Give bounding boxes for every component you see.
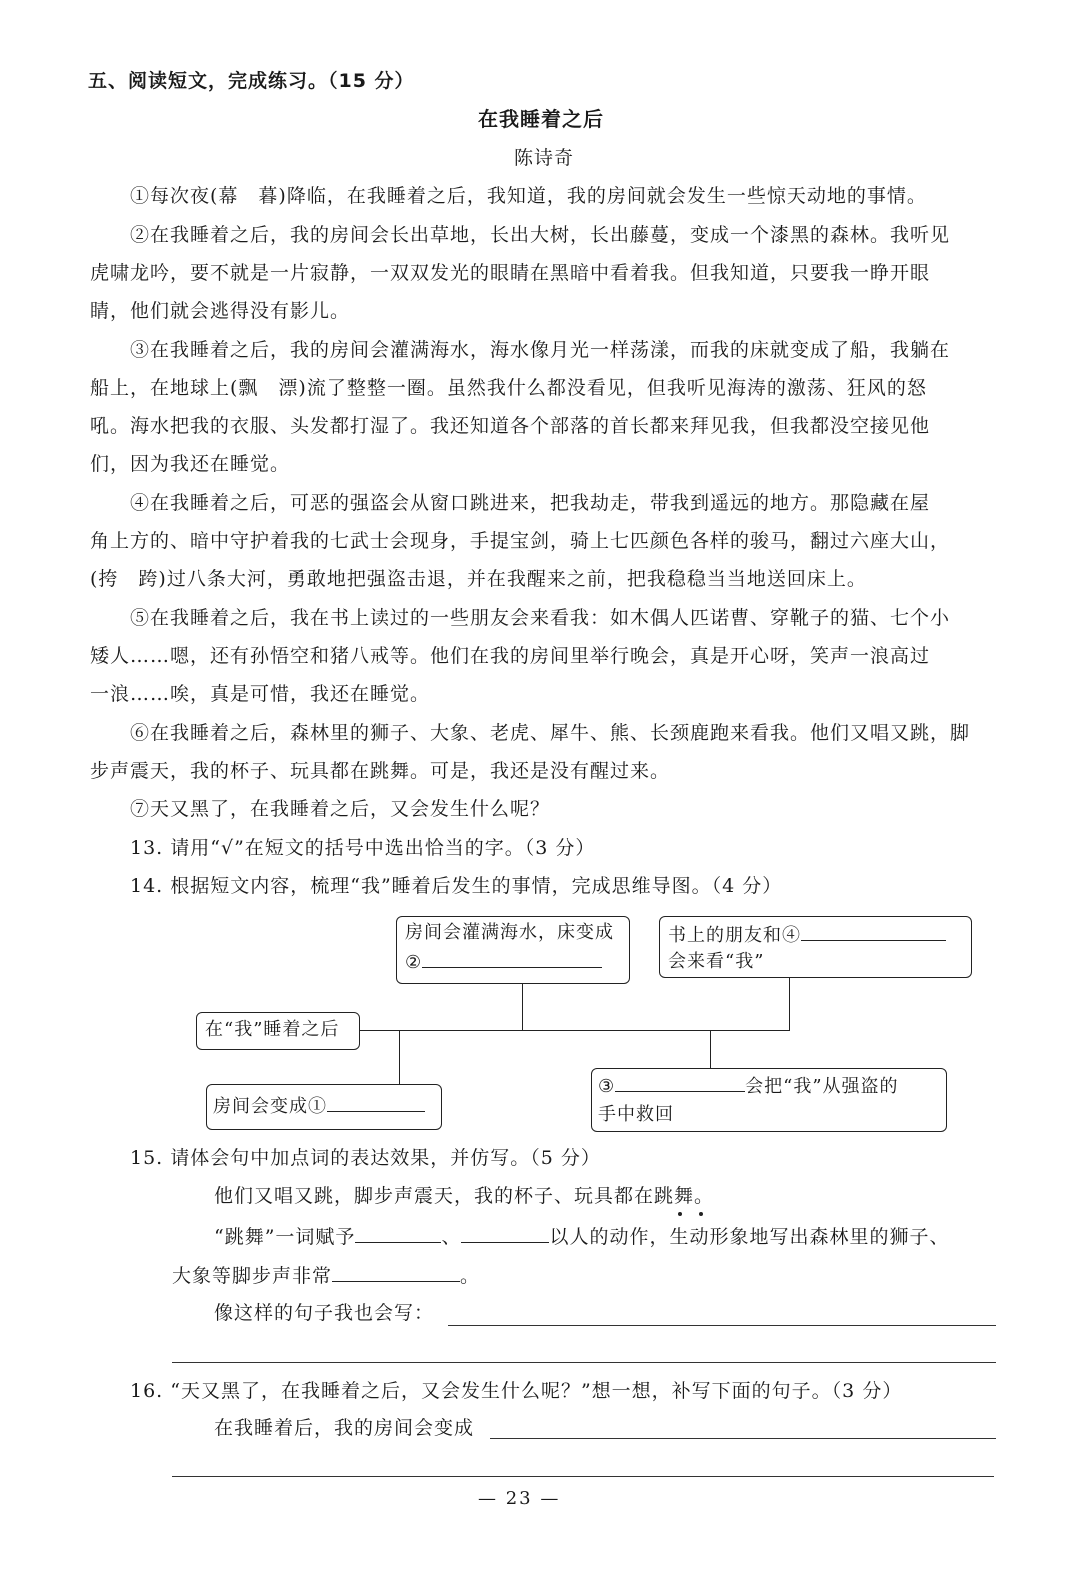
- article-line: ⑤在我睡着之后，我在书上读过的一些朋友会来看我：如木偶人匹诺曹、穿靴子的猫、七个小: [130, 607, 951, 629]
- question-16: 16. “天又黑了，在我睡着之后，又会发生什么呢？”想一想，补写下面的句子。（3 分）: [130, 1380, 903, 1402]
- question-14: 14. 根据短文内容，梳理“我”睡着后发生的事情，完成思维导图。（4 分）: [130, 875, 783, 897]
- writing-line[interactable]: [172, 1362, 996, 1363]
- answer-blank-q15-c[interactable]: [332, 1261, 460, 1282]
- q15-fill-text: 以人的动作，生动形象地写出森林里的狮子、: [549, 1226, 950, 1248]
- question-15: 15. 请体会句中加点词的表达效果，并仿写。（5 分）: [130, 1147, 601, 1169]
- blank-number: ③: [598, 1076, 616, 1097]
- mindmap-box-sea-blank-row: [405, 947, 621, 977]
- answer-blank-4[interactable]: [801, 920, 946, 941]
- q15-fill-row-2: [172, 1261, 480, 1289]
- q15-fill-row: [214, 1222, 949, 1250]
- mindmap-box-friends-text: 书上的朋友和④: [668, 925, 801, 946]
- mindmap-box-friends-line2: 会来看“我”: [668, 951, 765, 972]
- writing-line[interactable]: [448, 1325, 996, 1326]
- article-line: ⑦天又黑了，在我睡着之后，又会发生什么呢？: [130, 798, 551, 820]
- mindmap-connector: [399, 1030, 400, 1084]
- q15-fill-text: “跳舞”一词赋予: [214, 1226, 356, 1248]
- writing-line[interactable]: [490, 1438, 996, 1439]
- article-line: 们，因为我还在睡觉。: [90, 453, 291, 475]
- q15-fill-text: 大象等脚步声非常: [172, 1265, 333, 1287]
- article-author: 陈诗奇: [514, 147, 575, 169]
- mindmap-box-rescue-line2: 手中救回: [598, 1104, 674, 1125]
- answer-blank-q15-b[interactable]: [461, 1222, 549, 1243]
- mindmap-box-room-text: 房间会变成①: [213, 1096, 327, 1117]
- article-line: ③在我睡着之后，我的房间会灌满海水，海水像月光一样荡漾，而我的床就变成了船，我躺在: [130, 339, 951, 361]
- emphasis-dot: [699, 1212, 703, 1216]
- answer-blank-q15-a[interactable]: [355, 1222, 441, 1243]
- section-heading: 五、阅读短文，完成练习。（15 分）: [88, 70, 415, 92]
- article-line: 船上，在地球上(飘 漂)流了整整一圈。虽然我什么都没看见，但我听见海涛的激荡、狂风的怒: [90, 377, 927, 399]
- mindmap-box-rescue-text: 会把“我”从强盗的: [745, 1076, 899, 1097]
- article-line: ②在我睡着之后，我的房间会长出草地，长出大树，长出藤蔓，变成一个漆黑的森林。我听见: [130, 224, 951, 246]
- mindmap-box-sea: [396, 916, 630, 984]
- mindmap-connector: [522, 984, 523, 1030]
- article-line: 矮人……嗯，还有孙悟空和猪八戒等。他们在我的房间里举行晚会，真是开心呀，笑声一浪高过: [90, 645, 931, 667]
- article-line: ⑥在我睡着之后，森林里的狮子、大象、老虎、犀牛、熊、长颈鹿跑来看我。他们又唱又跳，脚: [130, 722, 971, 744]
- mindmap-connector: [789, 978, 790, 1030]
- article-line: 一浪……唉，真是可惜，我还在睡觉。: [90, 683, 431, 705]
- emphasis-dot: [678, 1212, 682, 1216]
- article-title: 在我睡着之后: [478, 107, 604, 131]
- article-line: ①每次夜(幕 暮)降临，在我睡着之后，我知道，我的房间就会发生一些惊天动地的事情。: [130, 185, 927, 207]
- mindmap-connector: [710, 1030, 711, 1068]
- q15-imitate-prompt: 像这样的句子我也会写：: [214, 1302, 435, 1324]
- article-line: (挎 跨)过八条大河，勇敢地把强盗击退，并在我醒来之前，把我稳稳当当地送回床上。: [90, 568, 867, 590]
- article-line: 角上方的、暗中守护着我的七武士会现身，手提宝剑，骑上七匹颜色各样的骏马，翻过六座大山，: [90, 530, 951, 552]
- q15-sentence: 他们又唱又跳，脚步声震天，我的杯子、玩具都在跳舞。: [214, 1185, 715, 1207]
- answer-blank-1[interactable]: [327, 1091, 425, 1112]
- answer-blank-2[interactable]: [422, 947, 602, 968]
- mindmap-box-friends-row: [668, 920, 963, 949]
- mindmap-center-text: 在“我”睡着之后: [205, 1019, 340, 1040]
- mindmap-box-rescue-row: [598, 1071, 940, 1101]
- q16-prompt: 在我睡着后，我的房间会变成: [214, 1417, 475, 1439]
- article-line: 吼。海水把我的衣服、头发都打湿了。我还知道各个部落的首长都来拜见我，但我都没空接见他: [90, 415, 931, 437]
- mindmap-box-friends: [659, 916, 972, 978]
- article-line: 步声震天，我的杯子、玩具都在跳舞。可是，我还是没有醒过来。: [90, 760, 671, 782]
- blank-number: ②: [405, 952, 423, 973]
- mindmap-connector: [360, 1030, 790, 1031]
- question-13: 13. 请用“√”在短文的括号中选出恰当的字。（3 分）: [130, 837, 596, 859]
- article-line: 虎啸龙吟，要不就是一片寂静，一双双发光的眼睛在黑暗中看着我。但我知道，只要我一睁开眼: [90, 262, 931, 284]
- answer-blank-3[interactable]: [615, 1071, 745, 1092]
- article-line: ④在我睡着之后，可恶的强盗会从窗口跳进来，把我劫走，带我到遥远的地方。那隐藏在屋: [130, 492, 931, 514]
- page-number: — 23 —: [478, 1488, 561, 1509]
- mindmap-box-rescue: [591, 1068, 947, 1132]
- mindmap-center: [196, 1012, 360, 1050]
- mindmap-box-room: [206, 1084, 442, 1130]
- q15-fill-end: 。: [460, 1265, 481, 1287]
- q15-fill-sep: 、: [441, 1226, 462, 1248]
- article-line: 睛，他们就会逃得没有影儿。: [90, 300, 351, 322]
- writing-line[interactable]: [172, 1476, 994, 1477]
- mindmap-box-sea-text: 房间会灌满海水，床变成: [405, 922, 614, 943]
